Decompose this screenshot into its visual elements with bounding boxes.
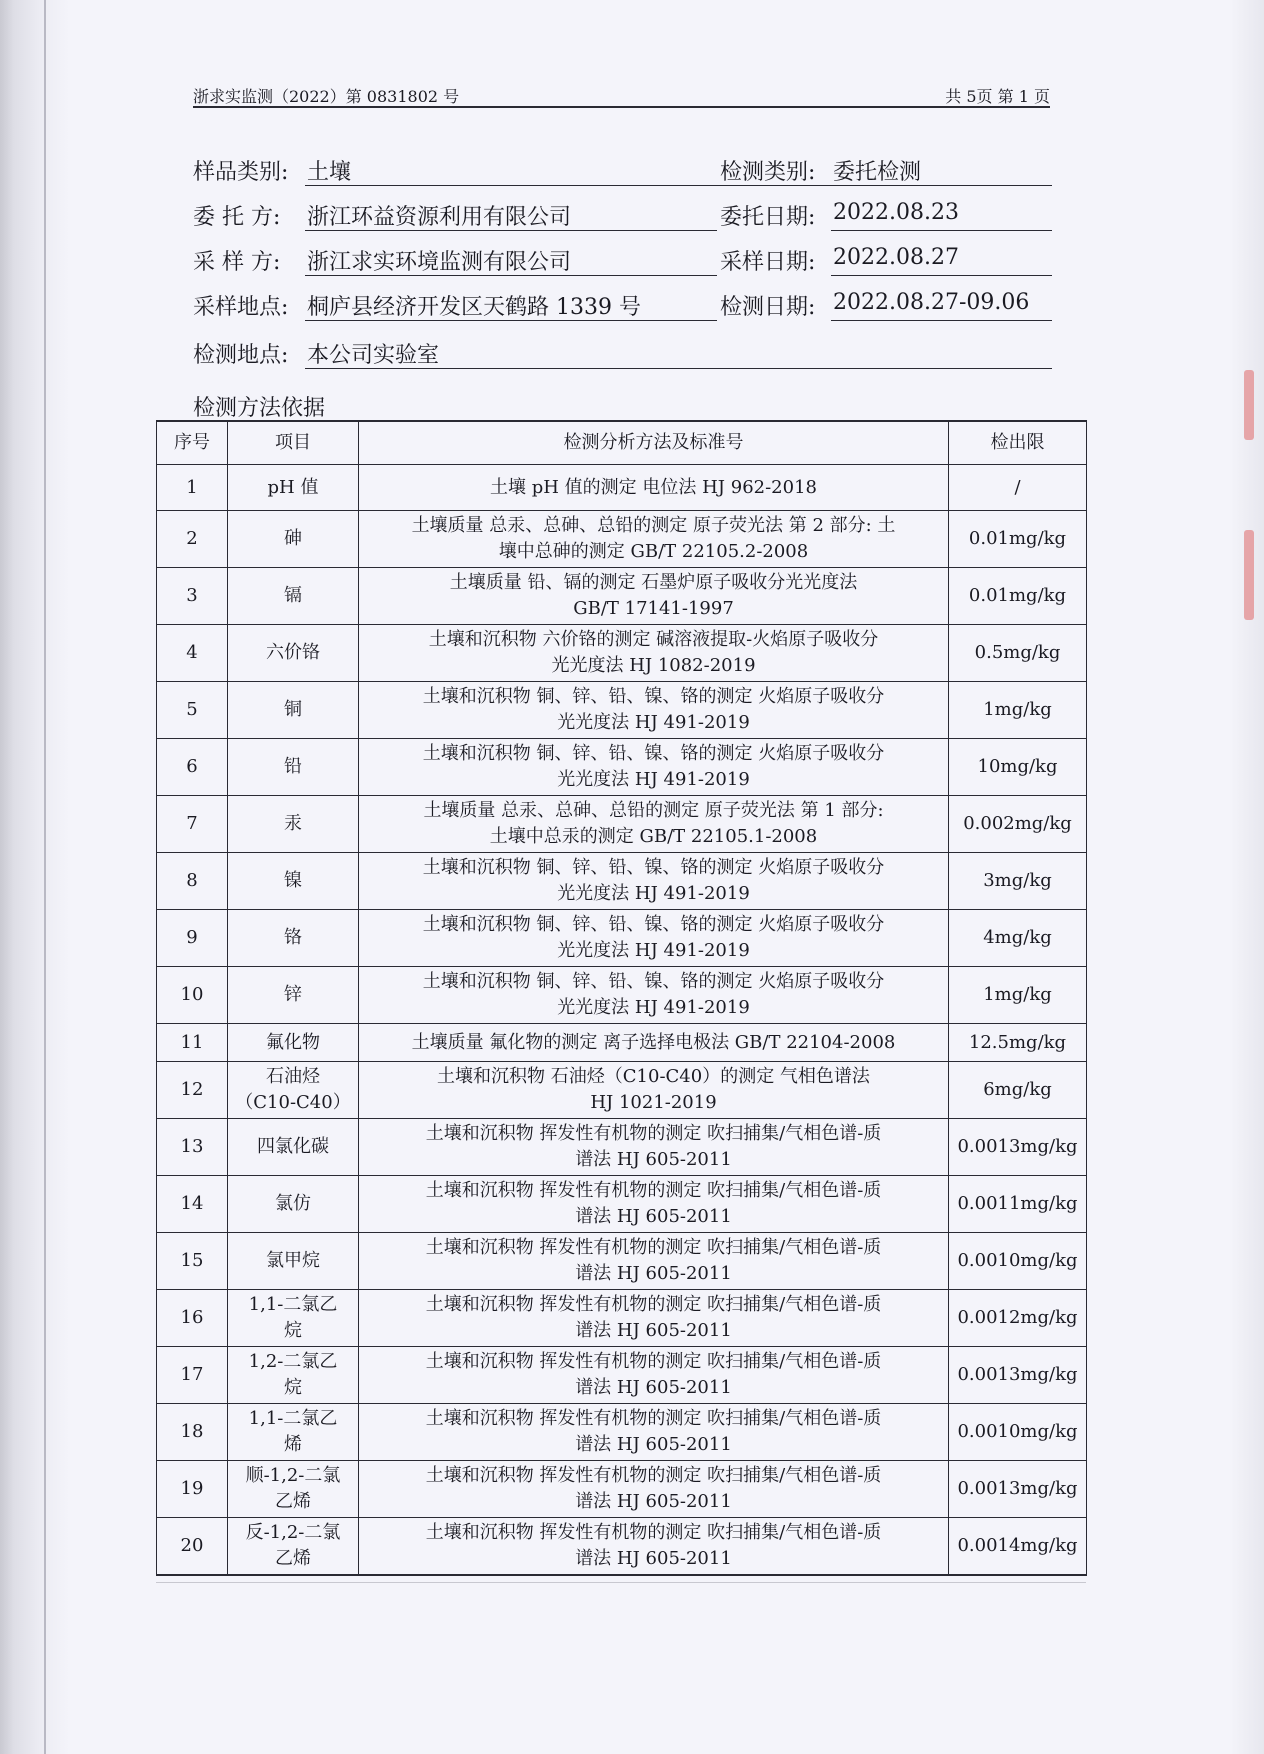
cell-limit <box>949 1176 1087 1233</box>
cell-limit-line: 0.0013mg/kg <box>957 1478 1078 1499</box>
cell-method <box>359 1461 949 1518</box>
section-title: 检测方法依据 <box>193 396 326 421</box>
sample-type-value: 土壤 <box>305 155 839 186</box>
cell-method-line: 土壤和沉积物 挥发性有机物的测定 吹扫捕集/气相色谱-质 <box>425 1180 882 1201</box>
cell-method-line: 谱法 HJ 605-2011 <box>575 1547 732 1569</box>
cell-no-line: 7 <box>186 813 198 834</box>
cell-method-line: 土壤和沉积物 挥发性有机物的测定 吹扫捕集/气相色谱-质 <box>425 1351 882 1372</box>
cell-item-line: 烯 <box>284 1434 302 1455</box>
sampler-value: 浙江求实环境监测有限公司 <box>305 245 717 276</box>
cell-method <box>359 853 949 910</box>
cell-no <box>157 1119 228 1176</box>
cell-limit-line: 10mg/kg <box>977 756 1058 777</box>
table-row <box>157 682 1087 739</box>
test-type-label: 检测类别: <box>720 160 816 185</box>
cell-limit-line: 1mg/kg <box>983 984 1052 1005</box>
cell-item-line: 烷 <box>284 1320 302 1341</box>
sampling-date-value: 2022.08.27 <box>831 245 1052 276</box>
cell-method-line: 土壤和沉积物 铜、锌、铅、镍、铬的测定 火焰原子吸收分 <box>422 971 885 992</box>
cell-no <box>157 1404 228 1461</box>
cell-limit <box>949 1518 1087 1575</box>
cell-limit-line: 0.0010mg/kg <box>957 1421 1078 1442</box>
client-label: 委 托 方: <box>193 205 281 230</box>
cell-item <box>228 625 359 682</box>
cell-limit-line: 0.0014mg/kg <box>957 1534 1078 1556</box>
cell-item <box>228 967 359 1024</box>
red-stamp-fragment <box>1244 530 1254 620</box>
cell-method <box>359 1404 949 1461</box>
page-info: 共 5页 第 1 页 <box>945 87 1050 106</box>
cell-item <box>228 1461 359 1518</box>
cell-limit-line: 0.5mg/kg <box>974 642 1061 663</box>
cell-limit <box>949 1404 1087 1461</box>
cell-item-line: 铬 <box>284 927 302 948</box>
cell-item-line: pH 值 <box>267 476 319 498</box>
cell-item <box>228 1176 359 1233</box>
cell-limit <box>949 568 1087 625</box>
cell-no <box>157 1290 228 1347</box>
cell-item <box>228 1024 359 1062</box>
cell-method-line: 谱法 HJ 605-2011 <box>575 1434 732 1455</box>
cell-no-line: 1 <box>186 476 198 498</box>
cell-method-line: 土壤质量 总汞、总砷、总铅的测定 原子荧光法 第 1 部分: <box>423 800 884 821</box>
cell-limit <box>949 796 1087 853</box>
col-header-no: 序号 <box>157 421 228 465</box>
cell-method <box>359 1347 949 1404</box>
table-row <box>157 967 1087 1024</box>
cell-item <box>228 511 359 568</box>
cell-limit <box>949 1233 1087 1290</box>
cell-method <box>359 910 949 967</box>
cell-limit-line: 0.01mg/kg <box>968 528 1067 549</box>
cell-method <box>359 967 949 1024</box>
cell-limit <box>949 853 1087 910</box>
cell-item-line: 石油烃 <box>266 1066 320 1087</box>
cell-limit <box>949 1062 1087 1119</box>
cell-method <box>359 1062 949 1119</box>
cell-no <box>157 625 228 682</box>
table-row <box>157 625 1087 682</box>
cell-method-line: 光光度法 HJ 491-2019 <box>557 712 750 733</box>
cell-item-line: 乙烯 <box>275 1491 311 1512</box>
commission-date-label: 委托日期: <box>720 205 816 230</box>
table-header-row <box>157 421 1087 465</box>
client-value: 浙江环益资源利用有限公司 <box>305 200 717 231</box>
cell-item-line: （C10-C40） <box>235 1092 351 1113</box>
table-row <box>157 1024 1087 1062</box>
test-date-label: 检测日期: <box>720 295 816 320</box>
cell-limit-line: 0.0011mg/kg <box>957 1193 1078 1214</box>
cell-no <box>157 682 228 739</box>
cell-method-line: 谱法 HJ 605-2011 <box>575 1263 732 1284</box>
cell-item <box>228 1290 359 1347</box>
cell-method-line: 谱法 HJ 605-2011 <box>575 1377 732 1398</box>
cell-no <box>157 1347 228 1404</box>
cell-method-line: 土壤和沉积物 挥发性有机物的测定 吹扫捕集/气相色谱-质 <box>425 1123 882 1144</box>
report-header <box>193 84 1050 108</box>
cell-method <box>359 1024 949 1062</box>
cell-method <box>359 625 949 682</box>
cell-no <box>157 796 228 853</box>
cell-item <box>228 465 359 511</box>
cell-no-line: 13 <box>180 1136 204 1157</box>
table-row <box>157 1404 1087 1461</box>
table-row <box>157 1461 1087 1518</box>
cell-no <box>157 1024 228 1062</box>
cell-item <box>228 1119 359 1176</box>
cell-item-line: 四氯化碳 <box>257 1136 329 1157</box>
cell-no-line: 15 <box>180 1250 204 1271</box>
cell-item-line: 铜 <box>284 699 302 720</box>
cell-item-line: 铅 <box>284 756 302 777</box>
cell-method-line: 土壤和沉积物 石油烃（C10-C40）的测定 气相色谱法 <box>437 1066 870 1087</box>
cell-method-line: 土壤和沉积物 铜、锌、铅、镍、铬的测定 火焰原子吸收分 <box>422 857 885 878</box>
cell-method-line: 土壤质量 氟化物的测定 离子选择电极法 GB/T 22104-2008 <box>411 1031 896 1053</box>
cell-limit-line: 0.0013mg/kg <box>957 1136 1078 1157</box>
test-site-label: 检测地点: <box>193 343 289 368</box>
cell-method-line: 土壤和沉积物 挥发性有机物的测定 吹扫捕集/气相色谱-质 <box>425 1294 882 1315</box>
cell-method-line: 土壤 pH 值的测定 电位法 HJ 962-2018 <box>490 476 817 498</box>
cell-no <box>157 1062 228 1119</box>
table-row <box>157 1518 1087 1575</box>
cell-item <box>228 1347 359 1404</box>
cell-method <box>359 568 949 625</box>
cell-method-line: 土壤和沉积物 铜、锌、铅、镍、铬的测定 火焰原子吸收分 <box>422 743 885 764</box>
cell-method-line: 谱法 HJ 605-2011 <box>575 1491 732 1512</box>
cell-no-line: 14 <box>180 1193 204 1214</box>
cell-method-line: 土壤质量 铅、镉的测定 石墨炉原子吸收分光光度法 <box>449 572 858 593</box>
cell-item-line: 烷 <box>284 1377 302 1398</box>
cell-item <box>228 739 359 796</box>
cell-item-line: 氟化物 <box>266 1031 320 1053</box>
cell-method <box>359 1518 949 1575</box>
cell-method-line: 谱法 HJ 605-2011 <box>575 1320 732 1341</box>
table-row <box>157 465 1087 511</box>
cell-limit-line: 4mg/kg <box>983 927 1052 948</box>
cell-no-line: 18 <box>180 1421 204 1442</box>
cell-no-line: 20 <box>180 1534 204 1556</box>
cell-method-line: 光光度法 HJ 491-2019 <box>557 883 750 904</box>
cell-method <box>359 796 949 853</box>
cell-method-line: 土壤和沉积物 铜、锌、铅、镍、铬的测定 火焰原子吸收分 <box>422 686 885 707</box>
cell-item-line: 汞 <box>284 813 302 834</box>
cell-item-line: 锌 <box>284 984 302 1005</box>
cell-limit <box>949 1461 1087 1518</box>
cell-no-line: 2 <box>186 528 198 549</box>
cell-method-line: 光光度法 HJ 491-2019 <box>557 997 750 1018</box>
cell-no-line: 6 <box>186 756 198 777</box>
table-row <box>157 568 1087 625</box>
cell-method-line: 土壤和沉积物 挥发性有机物的测定 吹扫捕集/气相色谱-质 <box>425 1521 882 1543</box>
cell-method-line: 谱法 HJ 605-2011 <box>575 1206 732 1227</box>
table-row <box>157 1176 1087 1233</box>
table-row <box>157 1290 1087 1347</box>
cell-item-line: 镍 <box>284 870 302 891</box>
cell-method-line: 光光度法 HJ 491-2019 <box>557 940 750 961</box>
table-row <box>157 511 1087 568</box>
test-type-value: 委托检测 <box>831 155 1052 186</box>
cell-method <box>359 682 949 739</box>
cell-method-line: HJ 1021-2019 <box>590 1092 717 1113</box>
cell-limit-line: 1mg/kg <box>983 699 1052 720</box>
cell-item-line: 六价铬 <box>266 642 320 663</box>
cell-no <box>157 739 228 796</box>
cell-no-line: 11 <box>180 1031 204 1053</box>
cell-item <box>228 1233 359 1290</box>
table-row <box>157 796 1087 853</box>
table-row <box>157 1233 1087 1290</box>
cell-method <box>359 1119 949 1176</box>
cell-no <box>157 568 228 625</box>
cell-item <box>228 1518 359 1575</box>
table-row <box>157 1119 1087 1176</box>
table-row <box>157 853 1087 910</box>
cell-method-line: GB/T 17141-1997 <box>573 598 734 619</box>
cell-no-line: 4 <box>186 642 198 663</box>
test-date-value: 2022.08.27-09.06 <box>831 290 1052 321</box>
cell-method <box>359 465 949 511</box>
sample-type-label: 样品类别: <box>193 160 289 185</box>
sampling-site-label: 采样地点: <box>193 295 289 320</box>
cell-item-line: 1,2-二氯乙 <box>248 1351 338 1372</box>
cell-limit-line: 3mg/kg <box>983 870 1052 891</box>
report-number: 浙求实监测（2022）第 0831802 号 <box>193 87 460 106</box>
cell-item <box>228 910 359 967</box>
table-row <box>157 910 1087 967</box>
cell-method-line: 土壤质量 总汞、总砷、总铅的测定 原子荧光法 第 2 部分: 土 <box>411 515 896 536</box>
cell-method-line: 壤中总砷的测定 GB/T 22105.2-2008 <box>498 541 809 562</box>
cell-no-line: 9 <box>186 927 198 948</box>
cell-limit <box>949 1119 1087 1176</box>
cell-limit <box>949 739 1087 796</box>
cell-item-line: 镉 <box>284 585 302 606</box>
cell-limit-line: 12.5mg/kg <box>968 1031 1067 1053</box>
cell-method-line: 土壤和沉积物 挥发性有机物的测定 吹扫捕集/气相色谱-质 <box>425 1237 882 1258</box>
cell-no <box>157 465 228 511</box>
cell-limit-line: 0.01mg/kg <box>968 585 1067 606</box>
cell-no-line: 5 <box>186 699 198 720</box>
cell-no <box>157 910 228 967</box>
cell-method <box>359 511 949 568</box>
cell-limit <box>949 1347 1087 1404</box>
cell-method-line: 光光度法 HJ 1082-2019 <box>551 655 756 676</box>
table-row <box>157 1062 1087 1119</box>
cell-item-line: 1,1-二氯乙 <box>248 1408 338 1429</box>
cell-no-line: 17 <box>180 1364 204 1385</box>
col-header-limit: 检出限 <box>949 421 1087 465</box>
cell-limit-line: / <box>1014 476 1021 498</box>
cell-method <box>359 1290 949 1347</box>
cell-item <box>228 1062 359 1119</box>
cell-method <box>359 739 949 796</box>
cell-no <box>157 511 228 568</box>
commission-date-value: 2022.08.23 <box>831 200 1052 231</box>
method-table <box>156 420 1087 1576</box>
cell-limit-line: 6mg/kg <box>983 1079 1052 1100</box>
bottom-divider <box>156 1582 1086 1583</box>
cell-item <box>228 796 359 853</box>
cell-item <box>228 1404 359 1461</box>
cell-limit <box>949 1290 1087 1347</box>
col-header-method: 检测分析方法及标准号 <box>359 421 949 465</box>
table-row <box>157 739 1087 796</box>
cell-limit <box>949 625 1087 682</box>
red-stamp-fragment <box>1244 370 1254 440</box>
cell-method-line: 谱法 HJ 605-2011 <box>575 1149 732 1170</box>
sampling-site-value: 桐庐县经济开发区天鹤路 1339 号 <box>305 290 717 321</box>
cell-no <box>157 967 228 1024</box>
cell-no <box>157 853 228 910</box>
cell-no-line: 10 <box>180 984 204 1005</box>
cell-no-line: 3 <box>186 585 198 606</box>
cell-method-line: 土壤和沉积物 挥发性有机物的测定 吹扫捕集/气相色谱-质 <box>425 1408 882 1429</box>
table-row <box>157 1347 1087 1404</box>
cell-method-line: 土壤中总汞的测定 GB/T 22105.1-2008 <box>489 826 818 847</box>
cell-item-line: 氯甲烷 <box>266 1250 320 1271</box>
sampling-date-label: 采样日期: <box>720 250 816 275</box>
cell-item-line: 氯仿 <box>275 1193 311 1214</box>
cell-no-line: 12 <box>180 1079 204 1100</box>
cell-method-line: 土壤和沉积物 挥发性有机物的测定 吹扫捕集/气相色谱-质 <box>425 1465 882 1486</box>
cell-item-line: 砷 <box>284 528 302 549</box>
cell-limit <box>949 1024 1087 1062</box>
cell-item <box>228 682 359 739</box>
cell-method-line: 光光度法 HJ 491-2019 <box>557 769 750 790</box>
cell-method-line: 土壤和沉积物 铜、锌、铅、镍、铬的测定 火焰原子吸收分 <box>422 914 885 935</box>
cell-limit-line: 0.0012mg/kg <box>957 1307 1078 1328</box>
cell-limit-line: 0.002mg/kg <box>963 813 1072 834</box>
cell-no <box>157 1233 228 1290</box>
cell-item-line: 顺-1,2-二氯 <box>245 1465 341 1486</box>
cell-limit <box>949 910 1087 967</box>
cell-limit <box>949 682 1087 739</box>
cell-limit-line: 0.0010mg/kg <box>957 1250 1078 1271</box>
cell-limit <box>949 465 1087 511</box>
cell-limit <box>949 511 1087 568</box>
cell-method <box>359 1233 949 1290</box>
cell-item-line: 乙烯 <box>275 1547 311 1569</box>
test-site-value: 本公司实验室 <box>305 338 1052 369</box>
cell-item-line: 反-1,2-二氯 <box>245 1521 341 1543</box>
cell-method-line: 土壤和沉积物 六价铬的测定 碱溶液提取-火焰原子吸收分 <box>428 629 879 650</box>
cell-limit <box>949 967 1087 1024</box>
cell-item <box>228 568 359 625</box>
cell-limit-line: 0.0013mg/kg <box>957 1364 1078 1385</box>
col-header-item: 项目 <box>228 421 359 465</box>
sampler-label: 采 样 方: <box>193 250 281 275</box>
cell-no <box>157 1461 228 1518</box>
cell-method <box>359 1176 949 1233</box>
cell-no <box>157 1176 228 1233</box>
table-body <box>157 465 1087 1575</box>
cell-item <box>228 853 359 910</box>
cell-item-line: 1,1-二氯乙 <box>248 1294 338 1315</box>
page-spine-shadow <box>44 0 46 1754</box>
cell-no <box>157 1518 228 1575</box>
cell-no-line: 8 <box>186 870 198 891</box>
cell-no-line: 19 <box>180 1478 204 1499</box>
cell-no-line: 16 <box>180 1307 204 1328</box>
